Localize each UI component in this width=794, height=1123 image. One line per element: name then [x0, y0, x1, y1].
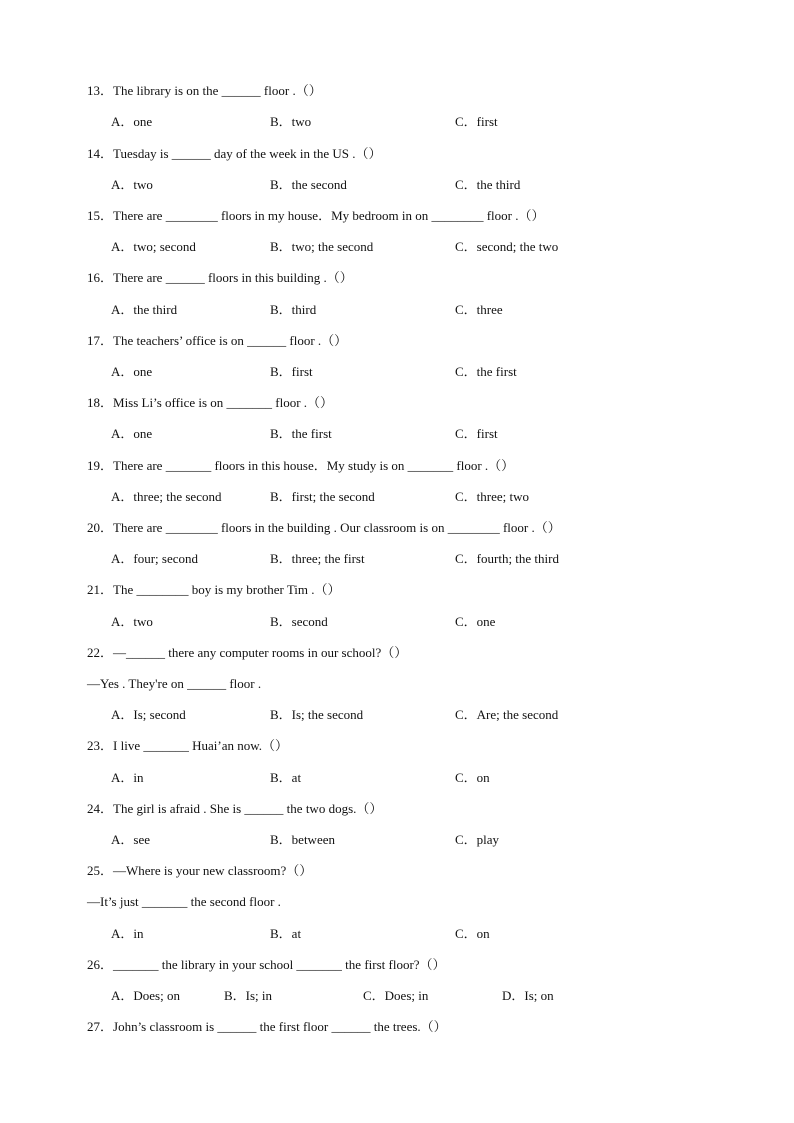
option-text: the second	[291, 177, 347, 192]
option-letter: B．	[270, 426, 292, 441]
option-letter: C．	[455, 614, 477, 629]
option-c	[455, 239, 558, 255]
option-b	[270, 426, 332, 442]
option-text: two	[291, 114, 312, 129]
option-letter: C．	[455, 551, 477, 566]
option-text: in	[133, 770, 144, 785]
option-text: Is; on	[524, 988, 554, 1003]
option-text: second; the two	[476, 239, 559, 254]
option-a	[111, 302, 177, 318]
question-number: 17	[87, 333, 100, 348]
option-letter: A．	[111, 614, 134, 629]
option-text: fourth; the third	[476, 551, 559, 566]
option-letter: A．	[111, 988, 134, 1003]
question-number: 13	[87, 83, 100, 98]
option-a	[111, 926, 144, 942]
question-text: There are ______ floors in this building .（）	[113, 270, 353, 285]
question-number: 22	[87, 645, 100, 660]
option-text: one	[133, 114, 153, 129]
option-c	[455, 614, 495, 630]
option-text: two; second	[133, 239, 196, 254]
question-stem: 15．There are ________ floors in my house．My bedroom in on ________ floor .（）	[87, 208, 545, 223]
option-letter: C．	[455, 177, 477, 192]
question-stem: 27．John’s classroom is ______ the first floor ______ the trees.（）	[87, 1019, 447, 1034]
option-letter: A．	[111, 426, 134, 441]
option-text: Is; in	[245, 988, 273, 1003]
option-letter: A．	[111, 551, 134, 566]
option-a	[111, 239, 196, 255]
option-text: second	[291, 614, 328, 629]
question-number: 27	[87, 1019, 100, 1034]
question-text: The ________ boy is my brother Tim .（）	[113, 582, 341, 597]
option-c	[455, 551, 559, 567]
option-letter: B．	[270, 707, 292, 722]
question-dialogue-line: —Yes . They're on ______ floor .	[87, 676, 262, 691]
question-text: The library is on the ______ floor .（）	[113, 83, 322, 98]
option-text: first; the second	[291, 489, 375, 504]
option-b	[270, 614, 328, 630]
option-text: in	[133, 926, 144, 941]
option-text: four; second	[133, 551, 199, 566]
question-number: 18	[87, 395, 100, 410]
question-text: There are ________ floors in the building . Our classroom is on ________ floor .（）	[113, 520, 561, 535]
option-letter: C．	[455, 707, 477, 722]
option-text: three	[476, 302, 503, 317]
option-letter: C．	[455, 489, 477, 504]
question-text: There are ________ floors in my house．My bedroom in on ________ floor .（）	[113, 208, 545, 223]
option-letter: B．	[270, 614, 292, 629]
question-number: 15	[87, 208, 100, 223]
option-letter: C．	[455, 364, 477, 379]
option-b	[224, 988, 272, 1004]
option-letter: B．	[270, 551, 292, 566]
option-letter: B．	[270, 302, 292, 317]
question-number: 26	[87, 957, 100, 972]
option-b	[270, 770, 301, 786]
option-a	[111, 364, 152, 380]
question-text: _______ the library in your school _______ the first floor?（）	[113, 957, 446, 972]
option-text: first	[291, 364, 313, 379]
option-text: two	[133, 614, 153, 629]
option-letter: C．	[455, 832, 477, 847]
option-text: one	[133, 364, 153, 379]
option-text: Is; second	[133, 707, 186, 722]
option-text: Does; on	[133, 988, 180, 1003]
option-text: one	[476, 614, 496, 629]
question-stem: 13．The library is on the ______ floor .（）	[87, 83, 322, 98]
option-letter: B．	[270, 114, 292, 129]
option-letter: A．	[111, 832, 134, 847]
option-b	[270, 239, 373, 255]
option-letter: B．	[270, 239, 292, 254]
question-text: I live _______ Huai’an now.（）	[113, 738, 289, 753]
question-stem: 18．Miss Li’s office is on _______ floor .（）	[87, 395, 334, 410]
option-letter: A．	[111, 114, 134, 129]
option-b	[270, 551, 365, 567]
question-stem: 22．—______ there any computer rooms in our school?（）	[87, 645, 408, 660]
option-b	[270, 177, 347, 193]
question-stem: 20．There are ________ floors in the building . Our classroom is on ________ floor .（）	[87, 520, 561, 535]
option-a	[111, 988, 180, 1004]
option-a	[111, 614, 153, 630]
option-text: the third	[133, 302, 178, 317]
option-text: two	[133, 177, 153, 192]
question-stem: 14．Tuesday is ______ day of the week in the US .（）	[87, 146, 382, 161]
option-letter: C．	[455, 770, 477, 785]
option-b	[270, 114, 311, 130]
option-text: between	[291, 832, 335, 847]
question-number: 14	[87, 146, 100, 161]
question-text: The teachers’ office is on ______ floor .（）	[113, 333, 348, 348]
option-letter: A．	[111, 489, 134, 504]
option-a	[111, 489, 221, 505]
option-d	[502, 988, 554, 1004]
question-stem: 24．The girl is afraid . She is ______ the two dogs.（）	[87, 801, 383, 816]
question-text: John’s classroom is ______ the first floor ______ the trees.（）	[113, 1019, 447, 1034]
option-text: three; the first	[291, 551, 365, 566]
option-a	[111, 426, 152, 442]
option-letter: C．	[455, 302, 477, 317]
option-letter: B．	[270, 926, 292, 941]
question-number: 20	[87, 520, 100, 535]
option-c	[455, 426, 498, 442]
option-letter: C．	[455, 926, 477, 941]
question-text: Miss Li’s office is on _______ floor .（）	[113, 395, 334, 410]
option-text: at	[291, 926, 302, 941]
option-letter: A．	[111, 239, 134, 254]
option-text: the third	[476, 177, 521, 192]
option-b	[270, 364, 313, 380]
option-text: the first	[476, 364, 517, 379]
option-c	[455, 302, 503, 318]
option-letter: C．	[363, 988, 385, 1003]
option-a	[111, 551, 198, 567]
question-stem: 26．_______ the library in your school _______ the first floor?（）	[87, 957, 446, 972]
option-letter: A．	[111, 177, 134, 192]
option-text: at	[291, 770, 302, 785]
question-text: —______ there any computer rooms in our school?（）	[113, 645, 408, 660]
option-letter: C．	[455, 239, 477, 254]
option-b	[270, 489, 375, 505]
option-text: three; two	[476, 489, 530, 504]
option-letter: B．	[270, 177, 292, 192]
option-c	[455, 926, 490, 942]
option-text: the first	[291, 426, 332, 441]
option-text: one	[133, 426, 153, 441]
option-letter: B．	[270, 770, 292, 785]
option-text: Does; in	[384, 988, 429, 1003]
option-letter: B．	[270, 489, 292, 504]
question-number: 23	[87, 738, 100, 753]
question-number: 25	[87, 863, 100, 878]
option-b	[270, 707, 363, 723]
question-stem: 23．I live _______ Huai’an now.（）	[87, 738, 289, 753]
question-number: 16	[87, 270, 100, 285]
option-c	[455, 489, 529, 505]
option-a	[111, 114, 152, 130]
option-c	[455, 832, 499, 848]
question-stem: 19．There are _______ floors in this house．My study is on _______ floor .（）	[87, 458, 515, 473]
question-stem: 17．The teachers’ office is on ______ floor .（）	[87, 333, 348, 348]
option-c	[455, 177, 520, 193]
option-b	[270, 926, 301, 942]
option-text: see	[133, 832, 150, 847]
option-text: three; the second	[133, 489, 222, 504]
option-text: first	[476, 426, 498, 441]
option-text: first	[476, 114, 498, 129]
option-letter: A．	[111, 364, 134, 379]
option-text: on	[476, 770, 490, 785]
option-letter: A．	[111, 707, 134, 722]
question-stem: 21．The ________ boy is my brother Tim .（）	[87, 582, 341, 597]
question-dialogue-line: —It’s just _______ the second floor .	[87, 894, 281, 909]
option-c	[455, 707, 558, 723]
question-text: There are _______ floors in this house．My study is on _______ floor .（）	[113, 458, 515, 473]
option-a	[111, 177, 153, 193]
option-a	[111, 770, 144, 786]
option-letter: A．	[111, 770, 134, 785]
option-letter: B．	[270, 832, 292, 847]
question-text: The girl is afraid . She is ______ the two dogs.（）	[113, 801, 383, 816]
option-text: play	[476, 832, 500, 847]
option-text: on	[476, 926, 490, 941]
option-text: two; the second	[291, 239, 374, 254]
option-b	[270, 302, 316, 318]
question-stem: 16．There are ______ floors in this building .（）	[87, 270, 353, 285]
question-text: —Where is your new classroom?（）	[113, 863, 313, 878]
option-c	[455, 114, 498, 130]
option-a	[111, 707, 186, 723]
option-text: third	[291, 302, 317, 317]
option-b	[270, 832, 335, 848]
option-letter: A．	[111, 926, 134, 941]
option-text: Is; the second	[291, 707, 364, 722]
option-letter: C．	[455, 114, 477, 129]
question-number: 21	[87, 582, 100, 597]
option-a	[111, 832, 150, 848]
question-stem: 25．—Where is your new classroom?（）	[87, 863, 313, 878]
option-letter: B．	[270, 364, 292, 379]
option-text: Are; the second	[476, 707, 559, 722]
question-number: 19	[87, 458, 100, 473]
question-number: 24	[87, 801, 100, 816]
option-letter: D．	[502, 988, 525, 1003]
option-c	[455, 770, 490, 786]
option-c	[363, 988, 428, 1004]
option-letter: B．	[224, 988, 246, 1003]
option-c	[455, 364, 517, 380]
question-text: Tuesday is ______ day of the week in the US .（）	[113, 146, 382, 161]
option-letter: A．	[111, 302, 134, 317]
option-letter: C．	[455, 426, 477, 441]
